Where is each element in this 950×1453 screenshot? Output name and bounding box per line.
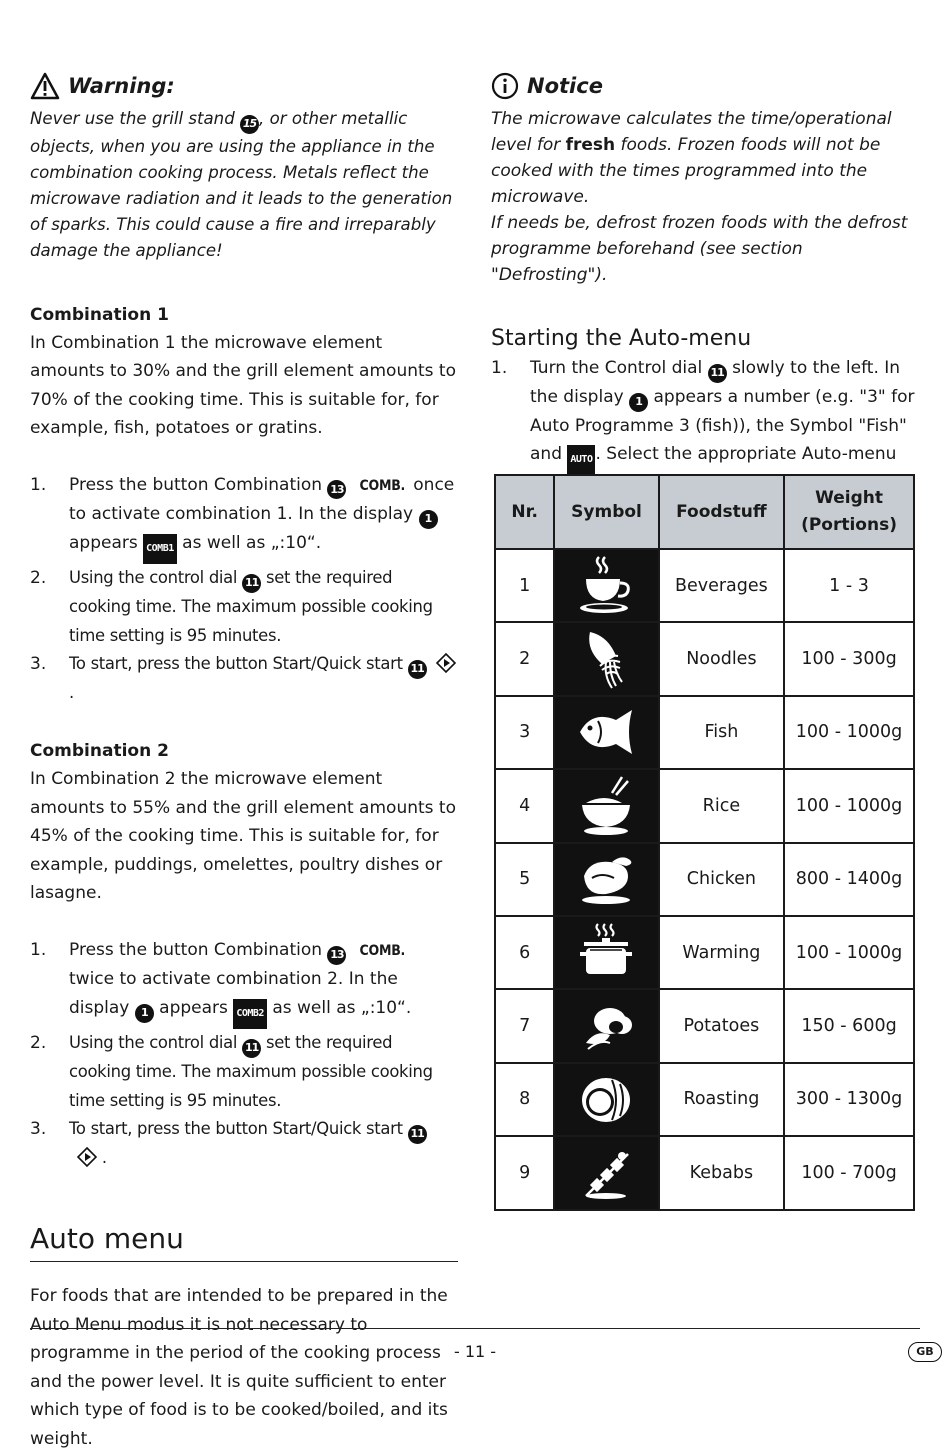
row-weight: 300 - 1300g [784,1063,914,1136]
row-weight: 100 - 1000g [784,916,914,989]
potatoes-icon [572,993,642,1059]
comb-button-label: COMB. [359,477,406,494]
auto-display-icon: AUTO [567,445,595,476]
chicken-icon [572,846,642,912]
combination2-heading: Combination 2 [30,741,169,762]
header-foodstuff: Foodstuff [659,475,784,549]
info-icon [491,72,519,100]
row-nr: 6 [495,916,554,989]
row-foodstuff: Rice [659,769,784,842]
notice-text: The microwave calculates the time/operational level for fresh foods. Frozen foods will not be cooked with the times programmed into the microwave. If needs be, defrost frozen foods with the defrost programme beforehand (see section "Defrosting"). [491,109,908,285]
fish-icon [572,699,642,765]
header-nr: Nr. [495,475,554,549]
starting-auto-menu-heading: Starting the Auto-menu [491,326,752,351]
ref-badge: 13 [327,946,346,965]
row-weight: 150 - 600g [784,989,914,1062]
list-item: 2. Using the control dial 11 set the required cooking time. The maximum possible cooking time setting is 95 minutes. [30,568,433,645]
row-nr: 2 [495,622,554,695]
row-nr: 8 [495,1063,554,1136]
ref-badge: 15 [240,115,259,134]
kebab-icon [572,1140,642,1206]
table-row [495,1063,914,1136]
row-nr: 5 [495,843,554,916]
table-header-row [495,475,914,549]
row-nr: 3 [495,696,554,769]
notice-heading [491,70,921,102]
table-row [495,1136,914,1209]
row-weight: 1 - 3 [784,549,914,622]
table-row [495,696,914,769]
footer-divider [30,1328,920,1329]
display-badge: 1 [419,510,438,529]
list-item: 1. Press the button Combination 13 COMB. twice to activate combination 2. In the display 1 appears COMB2 as well as „:10“. [30,936,458,1030]
combination1-intro: In Combination 1 the microwave element amounts to 30% and the grill element amounts to 70% of the cooking time. This is suitable for, for example, fish, potatoes or gratins. [30,332,456,438]
header-symbol: Symbol [554,475,658,549]
ref-badge: 11 [408,1125,427,1144]
ref-badge: 11 [708,364,727,383]
row-foodstuff: Beverages [659,549,784,622]
list-item: 1. Turn the Control dial 11 slowly to the left. In the display 1 appears a number (e.g. "3" for Auto Programme 3 (fish)), the Symbol "Fish" and AUTO . Select the appropriate Auto-menu [491,354,921,504]
table-row [495,622,914,695]
ref-badge: 11 [242,574,261,593]
row-weight: 100 - 700g [784,1136,914,1209]
combination1-steps [30,471,458,708]
list-item: 1. Press the button Combination 13 COMB. once to activate combination 1. In the display 1 appears COMB1 as well as „:10“. [30,471,458,565]
warning-title: Warning: [68,74,175,98]
auto-menu-heading: Auto menu [30,1222,458,1262]
notice-title: Notice [527,74,603,98]
noodles-icon [572,626,642,692]
display-badge: 1 [135,1004,154,1023]
row-nr: 9 [495,1136,554,1209]
table-row [495,769,914,842]
auto-menu-text: For foods that are intended to be prepared in the Auto Menu modus it is not necessary to programme in the period of the cooking process and the power level. It is quite sufficient to enter which type of food is to be cooked/boiled, and its weight. [30,1286,448,1449]
row-foodstuff: Noodles [659,622,784,695]
header-weight: Weight (Portions) [784,475,914,549]
language-badge: GB [908,1342,942,1362]
row-nr: 1 [495,549,554,622]
table-row [495,989,914,1062]
row-foodstuff: Warming [659,916,784,989]
list-item: 3. To start, press the button Start/Quick start 11 . [30,1115,458,1172]
rice-bowl-icon [572,773,642,839]
table-row [495,549,914,622]
row-foodstuff: Fish [659,696,784,769]
pot-icon [572,920,642,986]
row-foodstuff: Chicken [659,843,784,916]
row-nr: 4 [495,769,554,842]
row-weight: 100 - 1000g [784,696,914,769]
list-item: 3. To start, press the button Start/Quick start 11 . [30,650,458,707]
table-row [495,916,914,989]
display-badge: 1 [629,393,648,412]
comb1-display-icon: COMB1 [143,534,177,565]
start-diamond-icon [436,653,456,673]
warning-heading [30,70,458,102]
comb-button-label: COMB. [359,942,406,959]
combination2-intro: In Combination 2 the microwave element amounts to 55% and the grill element amounts to 45% of the cooking time. This is suitable for, for example, puddings, omelettes, poultry dishes or lasagne. [30,769,456,904]
table-row [495,843,914,916]
row-weight: 100 - 1000g [784,769,914,842]
auto-menu-table [494,474,915,1211]
combination1-heading: Combination 1 [30,304,169,325]
ref-badge: 11 [408,660,427,679]
start-diamond-icon [77,1147,97,1167]
roast-icon [572,1066,642,1132]
row-foodstuff: Kebabs [659,1136,784,1209]
list-item: 2. Using the control dial 11 set the required cooking time. The maximum possible cooking time setting is 95 minutes. [30,1033,433,1110]
row-foodstuff: Potatoes [659,989,784,1062]
comb2-display-icon: COMB2 [233,999,267,1030]
row-nr: 7 [495,989,554,1062]
row-foodstuff: Roasting [659,1063,784,1136]
ref-badge: 13 [327,480,346,499]
cup-icon [572,553,642,619]
row-weight: 100 - 300g [784,622,914,695]
row-weight: 800 - 1400g [784,843,914,916]
page-number: - 11 - [453,1342,497,1361]
warning-text: Never use the grill stand 15 , or other metallic objects, when you are using the appliance in the combination cooking process. Metals reflect the microwave radiation and it leads to the generation of sparks. This could cause a fire and irreparably damage the appliance! [30,109,453,260]
ref-badge: 11 [242,1039,261,1058]
warning-triangle-icon [30,72,60,100]
left-column [30,70,458,1453]
combination2-steps [30,936,458,1173]
right-column [491,70,921,504]
